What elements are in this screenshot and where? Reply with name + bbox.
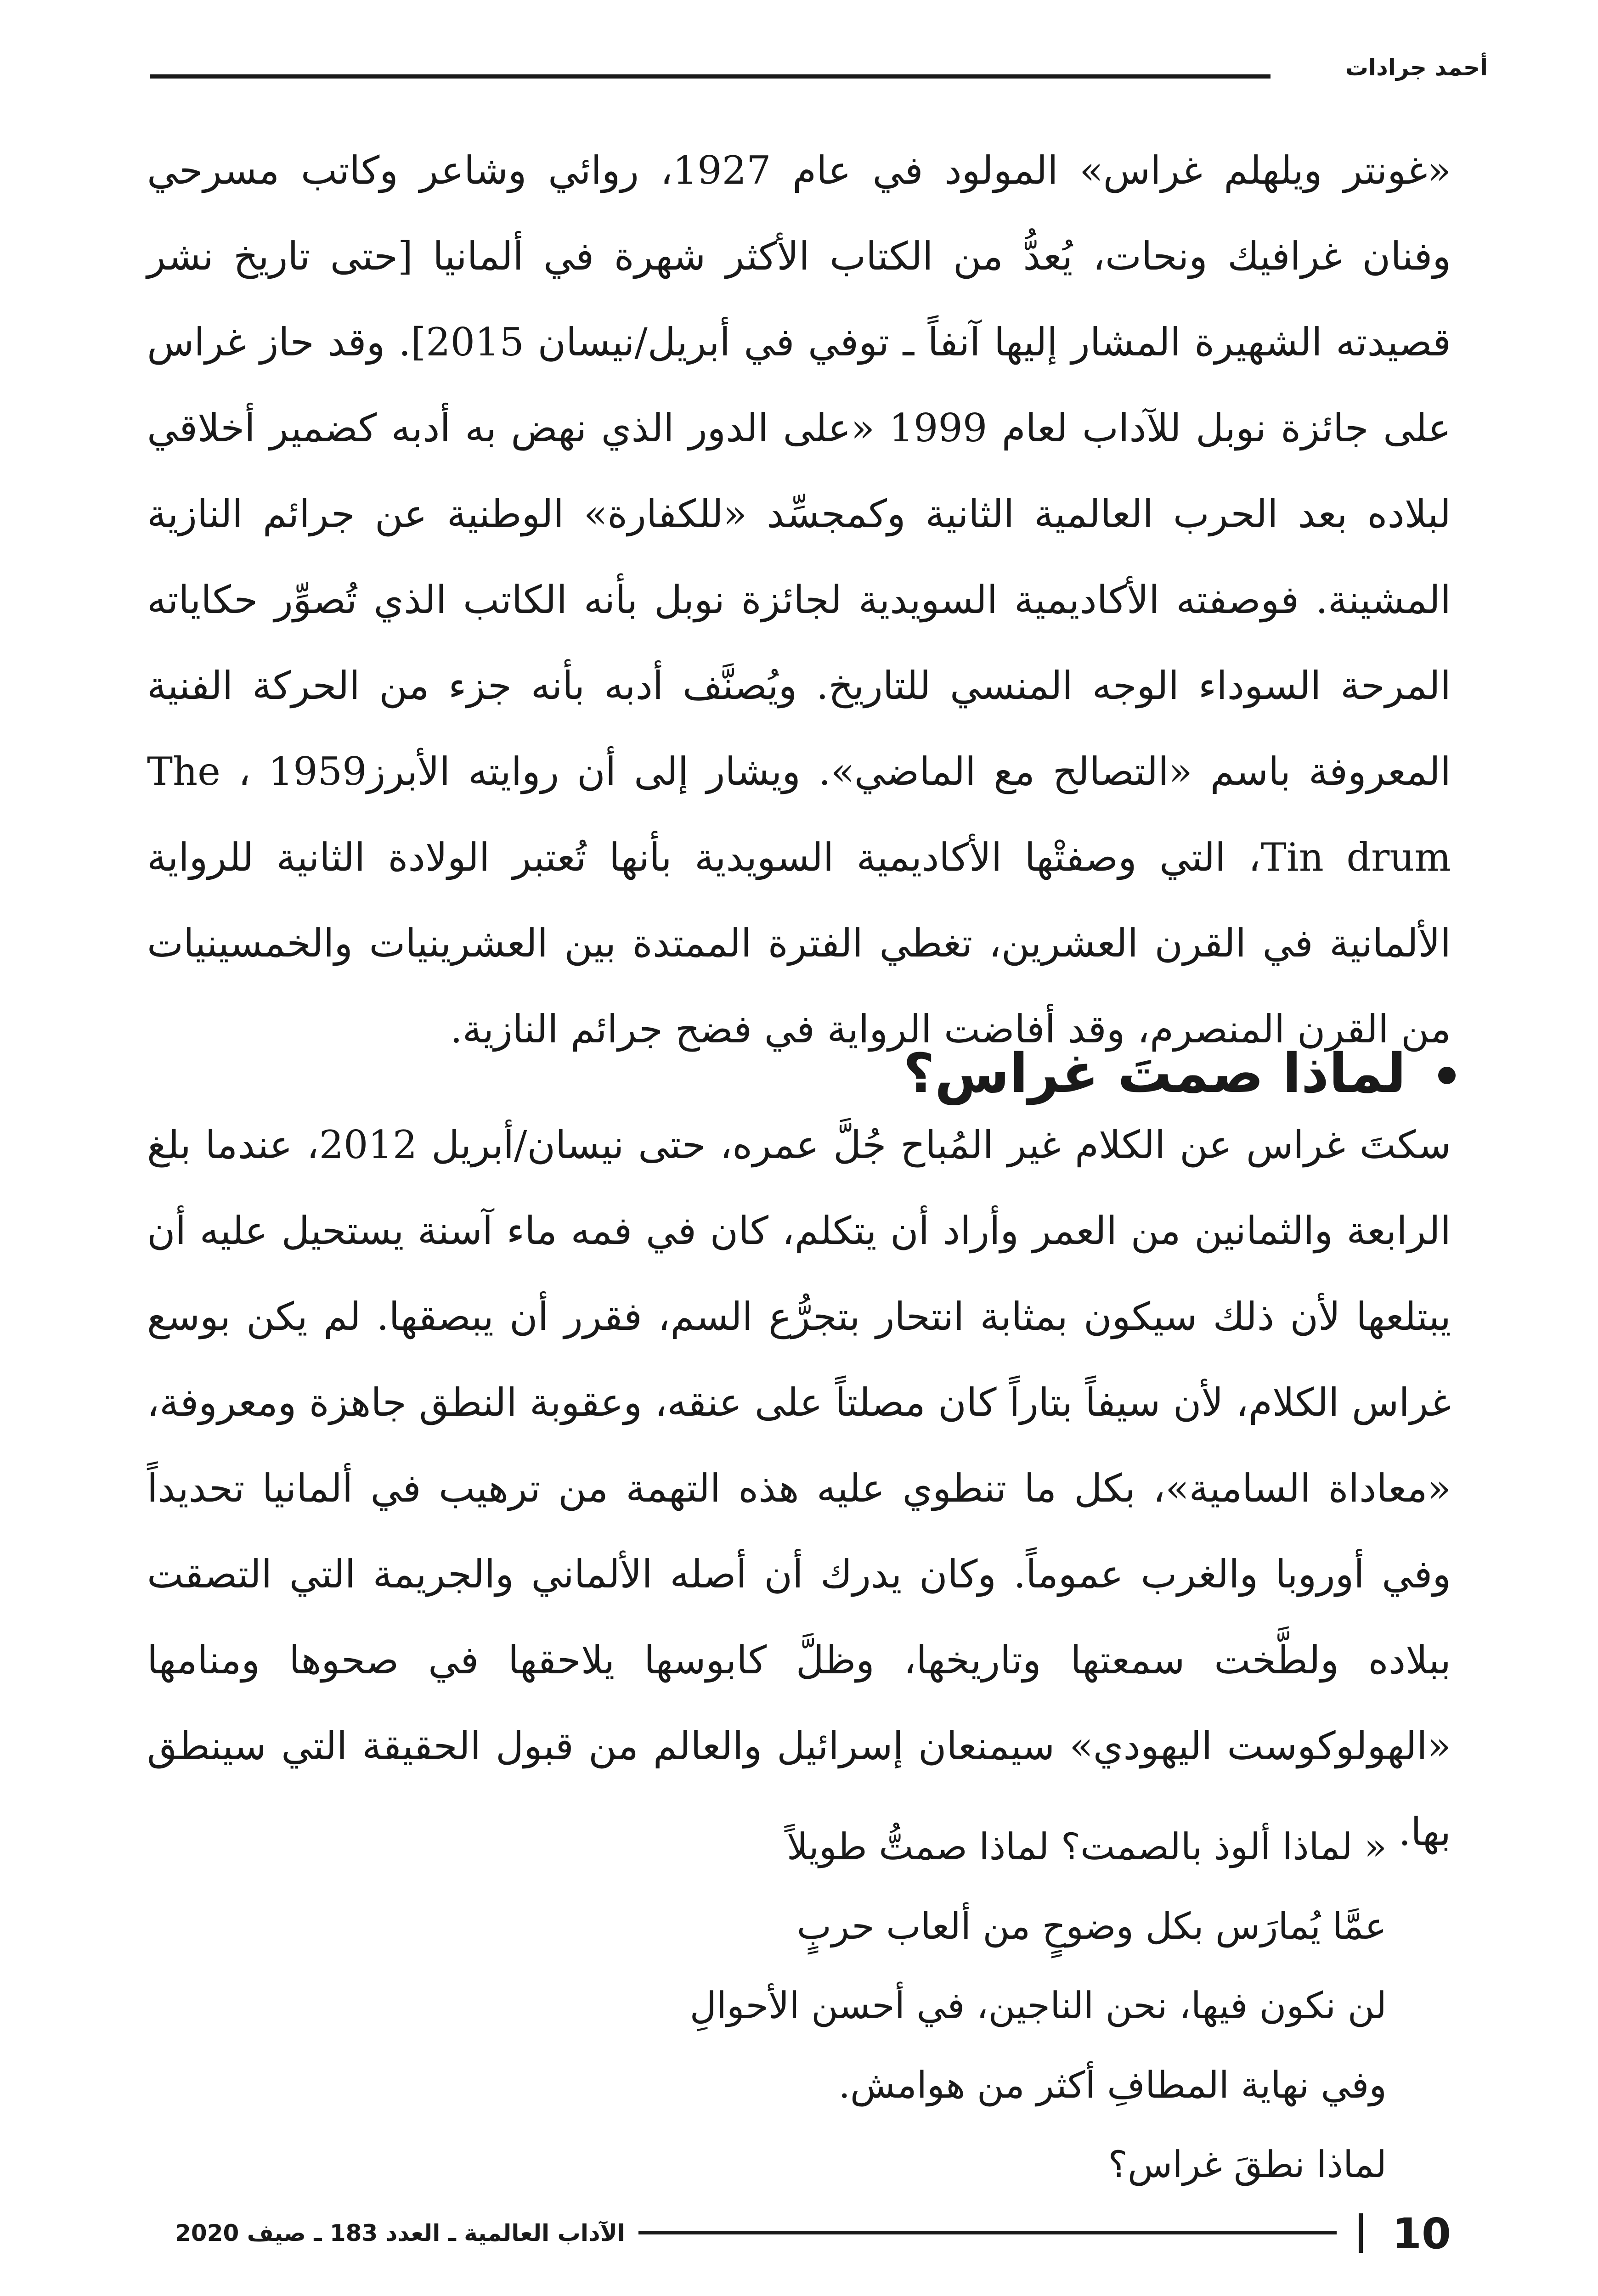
article-paragraph-1: «غونتر ويلهلم غراس» المولود في عام 1927، روائي وشاعر وكاتب مسرحي وفنان غرافيك ونحات، يُعدُّ من الكتاب الأكثر شهرة في ألمانيا [حتى تاريخ نشر قصيدته الشهيرة المشار إليها آنفاً ـ توفي في أبريل/نيسان 2015]. وقد حاز غراس على جائزة نوبل للآداب لعام 1999 «على الدور الذي نهض به أدبه كضمير أخلاقي لبلاده بعد الحرب العالمية الثانية وكمجسِّد «للكفارة» الوطنية عن جرائم النازية المشينة. فوصفته الأكاديمية السويدية لجائزة نوبل بأنه الكاتب الذي تُصوِّر حكاياته المرحة السوداء الوجه المنسي للتاريخ. ويُصنَّف أدبه بأنه جزء من الحركة الفنية المعروفة باسم «التصالح مع الماضي». ويشار إلى أن روايته الأبرز1959 ، The Tin drum، التي وصفتْها الأكاديمية السويدية بأنها تُعتبر الولادة الثانية للرواية الألمانية في القرن العشرين، تغطي الفترة الممتدة بين العشرينيات والخمسينيات من القرن المنصرم، وقد أفاضت الرواية في فضح جرائم النازية. [147,148,1451,1052]
page-number: 10 [1392,2209,1451,2258]
poem-line: لن نكون فيها، نحن الناجين، في أحسن الأحوالِ [689,1984,1387,2027]
section-heading-text: لماذا صمتَ غراس؟ [903,1041,1406,1105]
article-paragraph-1-block [147,128,1451,1072]
poem-line: لماذا نطقَ غراس؟ [1108,2143,1387,2186]
poem-line: « لماذا ألوذ بالصمت؟ لماذا صمتُّ طويلاً [786,1825,1387,1868]
footer-journal-info: الآداب العالمية ـ العدد 183 ـ صيف 2020 [175,2220,625,2246]
poem-quote [690,1807,1387,2204]
section-heading [903,1039,1456,1108]
footer-separator-bar [1359,2213,1363,2253]
poem-line: عمَّا يُمارَس بكل وضوحٍ من ألعاب حربٍ [796,1905,1387,1947]
article-paragraph-2-block [147,1102,1451,1875]
header-rule [150,74,1270,79]
footer-rule [638,2231,1337,2234]
article-paragraph-2: سكتَ غراس عن الكلام غير المُباح جُلَّ عمره، حتى نيسان/أبريل 2012، عندما بلغ الرابعة والثمانين من العمر وأراد أن يتكلم، كان في فمه ماء آسنة يستحيل عليه أن يبتلعها لأن ذلك سيكون بمثابة انتحار بتجرُّع السم، فقرر أن يبصقها. لم يكن بوسع غراس الكلام، لأن سيفاً بتاراً كان مصلتاً على عنقه، وعقوبة النطق جاهزة ومعروفة، «معاداة السامية»، بكل ما تنطوي عليه هذه التهمة من ترهيب في ألمانيا تحديداً وفي أوروبا والغرب عموماً. وكان يدرك أن أصله الألماني والجريمة التي التصقت ببلاده ولطَّخت سمعتها وتاريخها، وظلَّ كابوسها يلاحقها في صحوها ومنامها «الهولوكوست اليهودي» سيمنعان إسرائيل والعالم من قبول الحقيقة التي سينطق بها. [147,1122,1451,1854]
poem-line: وفي نهاية المطافِ أكثر من هوامش. [838,2064,1387,2106]
bullet-icon [1438,1067,1456,1084]
header-author: أحمد جرادات [1345,54,1488,81]
